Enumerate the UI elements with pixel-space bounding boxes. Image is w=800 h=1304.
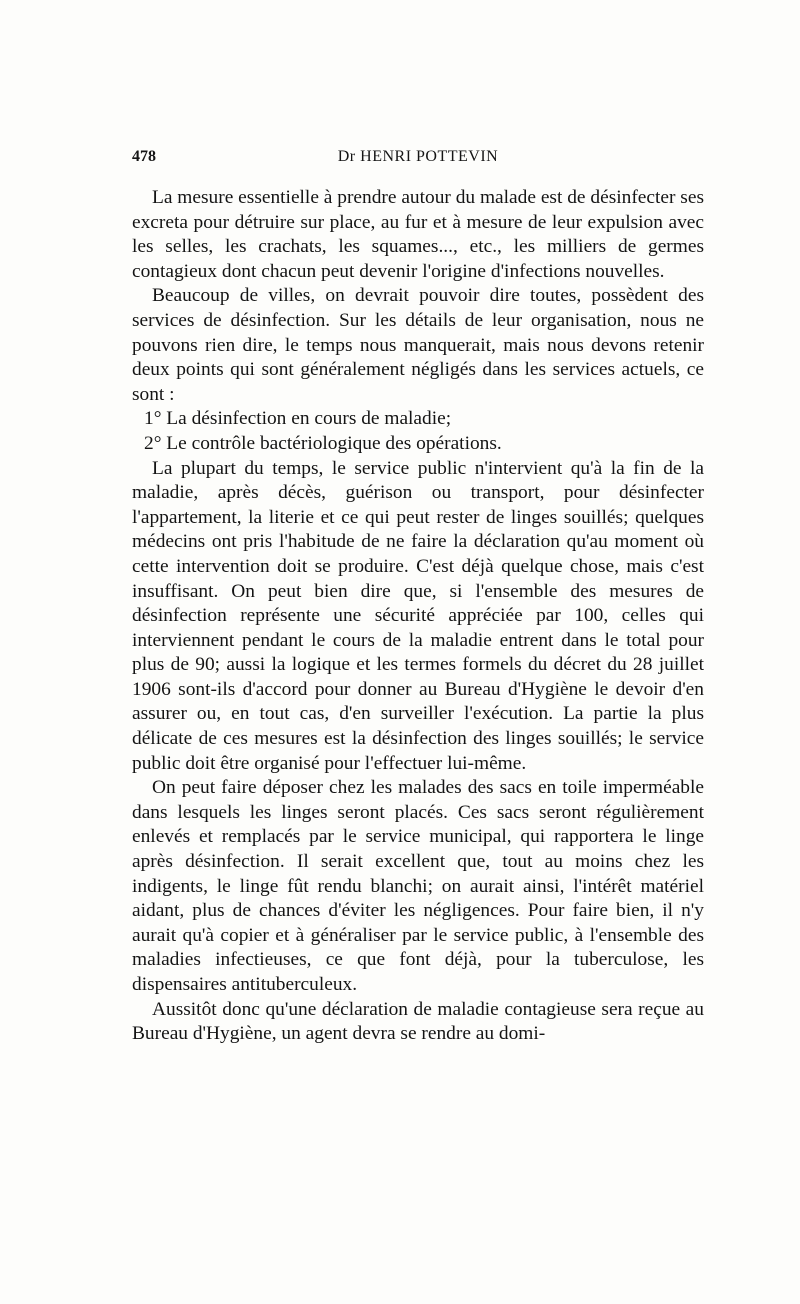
list-item-1: 1° La désinfection en cours de maladie;: [144, 408, 452, 430]
page-number: 478: [132, 148, 156, 165]
body-text: [132, 186, 704, 1047]
paragraph-3: La plupart du temps, le service public n'intervient qu'à la fin de la maladie, après décès, guérison ou transport, pour désinfecter l'appartement, la literie et ce qui peut rester de linges souillés; quelques médecins ont pris l'habitude de ne faire la déclaration qu'au moment où cette intervention doit se produire. C'est déjà quelque chose, mais c'est insuffisant. On peut bien dire que, si l'ensemble des mesures de désinfection représente une sécurité appréciée par 100, celles qui interviennent pendant le cours de la maladie entrent dans le total pour plus de 90; aussi la logique et les termes formels du décret du 28 juillet 1906 sont-ils d'accord pour donner au Bureau d'Hygiène le devoir d'en assurer ou, en tout cas, d'en surveiller l'exécution. La partie la plus délicate de ces mesures est la désinfection des linges souillés; le service public doit être organisé pour l'effectuer lui-même.: [132, 457, 704, 774]
paragraph-1: La mesure essentielle à prendre autour du malade est de désinfecter ses excreta pour détruire sur place, au fur et à mesure de leur expulsion avec les selles, les crachats, les squames..., etc., les milliers de germes contagieux dont chacun peut devenir l'origine d'infections nouvelles.: [132, 187, 704, 282]
paragraph-2: Beaucoup de villes, on devrait pouvoir dire toutes, possèdent des services de désinfection. Sur les détails de leur organisation, nous ne pouvons rien dire, le temps nous manquerait, mais nous devons retenir deux points qui sont généralement négligés dans les services actuels, ce sont :: [132, 285, 704, 405]
running-head: Dr HENRI POTTEVIN: [337, 148, 499, 165]
list-item-2: 2° Le contrôle bactériologique des opérations.: [144, 432, 502, 454]
paragraph-4: On peut faire déposer chez les malades des sacs en toile imperméable dans lesquels les linges seront placés. Ces sacs seront régulièrement enlevés et remplacés par le service municipal, qui rapportera le linge après désinfection. Il serait excellent que, tout au moins chez les indigents, le linge fût rendu blanchi; on aurait ainsi, l'intérêt matériel aidant, plus de chances d'éviter les négligences. Pour faire bien, il n'y aurait qu'à copier et à généraliser par le service public, à l'ensemble des maladies infectieuses, ce que font déjà, pour la tuberculose, les dispensaires antituberculeux.: [132, 777, 704, 995]
page-header: [132, 148, 704, 172]
paragraph-5: Aussitôt donc qu'une déclaration de maladie contagieuse sera reçue au Bureau d'Hygiène, un agent devra se rendre au domi-: [132, 998, 704, 1045]
